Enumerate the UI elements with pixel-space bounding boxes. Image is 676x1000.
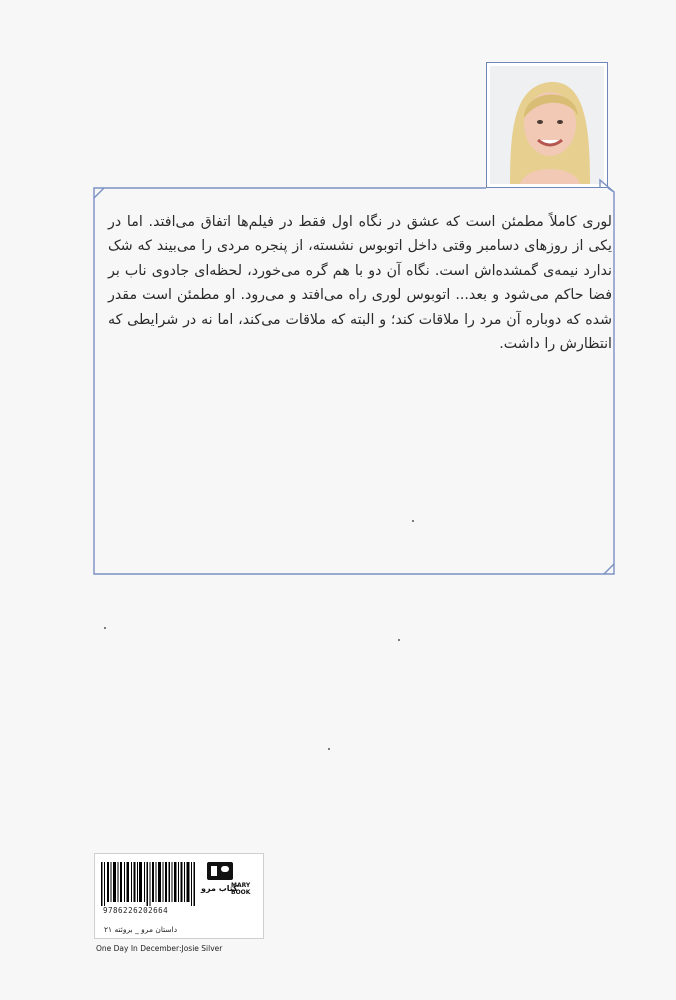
barcode-icon [101, 862, 197, 906]
speck [412, 520, 414, 522]
publisher-name-en-line2: BOOK [231, 889, 251, 896]
book-blurb: لوری کاملاً مطمئن است که عشق در نگاه اول فقط در فیلم‌ها اتفاق می‌افتد. اما در یکی از روزهای دسامبر وقتی داخل اتوبوس نشسته، از پنجره مردی را می‌بیند که شک ندارد نیمه‌ی گمشده‌اش است. نگاه آن دو با هم گره می‌خورد، لحظه‌ای جادوی ناب بر فضا حاکم می‌شود و بعد... اتوبوس لوری راه می‌افتد و می‌رود. او مطمئن است مقدر شده که دوباره آن مرد را ملاقات کند؛ و البته که ملاقات می‌کند، اما نه در شرایطی که انتظارش را داشت. [108, 214, 612, 353]
speck [104, 627, 106, 629]
series-line: داستان مرو _ بروئته ۲۱ [104, 925, 178, 934]
original-title-credit: One Day In December:Josie Silver [96, 944, 223, 953]
speck [328, 748, 330, 750]
author-portrait-icon [490, 66, 604, 184]
publisher-mark-icon [207, 862, 233, 880]
author-photo [486, 62, 608, 188]
isbn-number: 9786226202664 [103, 906, 169, 915]
publisher-logo [201, 860, 257, 906]
speck [398, 639, 400, 641]
publisher-name-en-line1: MARY [231, 882, 251, 889]
publisher-name-en [231, 882, 250, 896]
publisher-name-fa: کتاب مرو [201, 884, 238, 893]
